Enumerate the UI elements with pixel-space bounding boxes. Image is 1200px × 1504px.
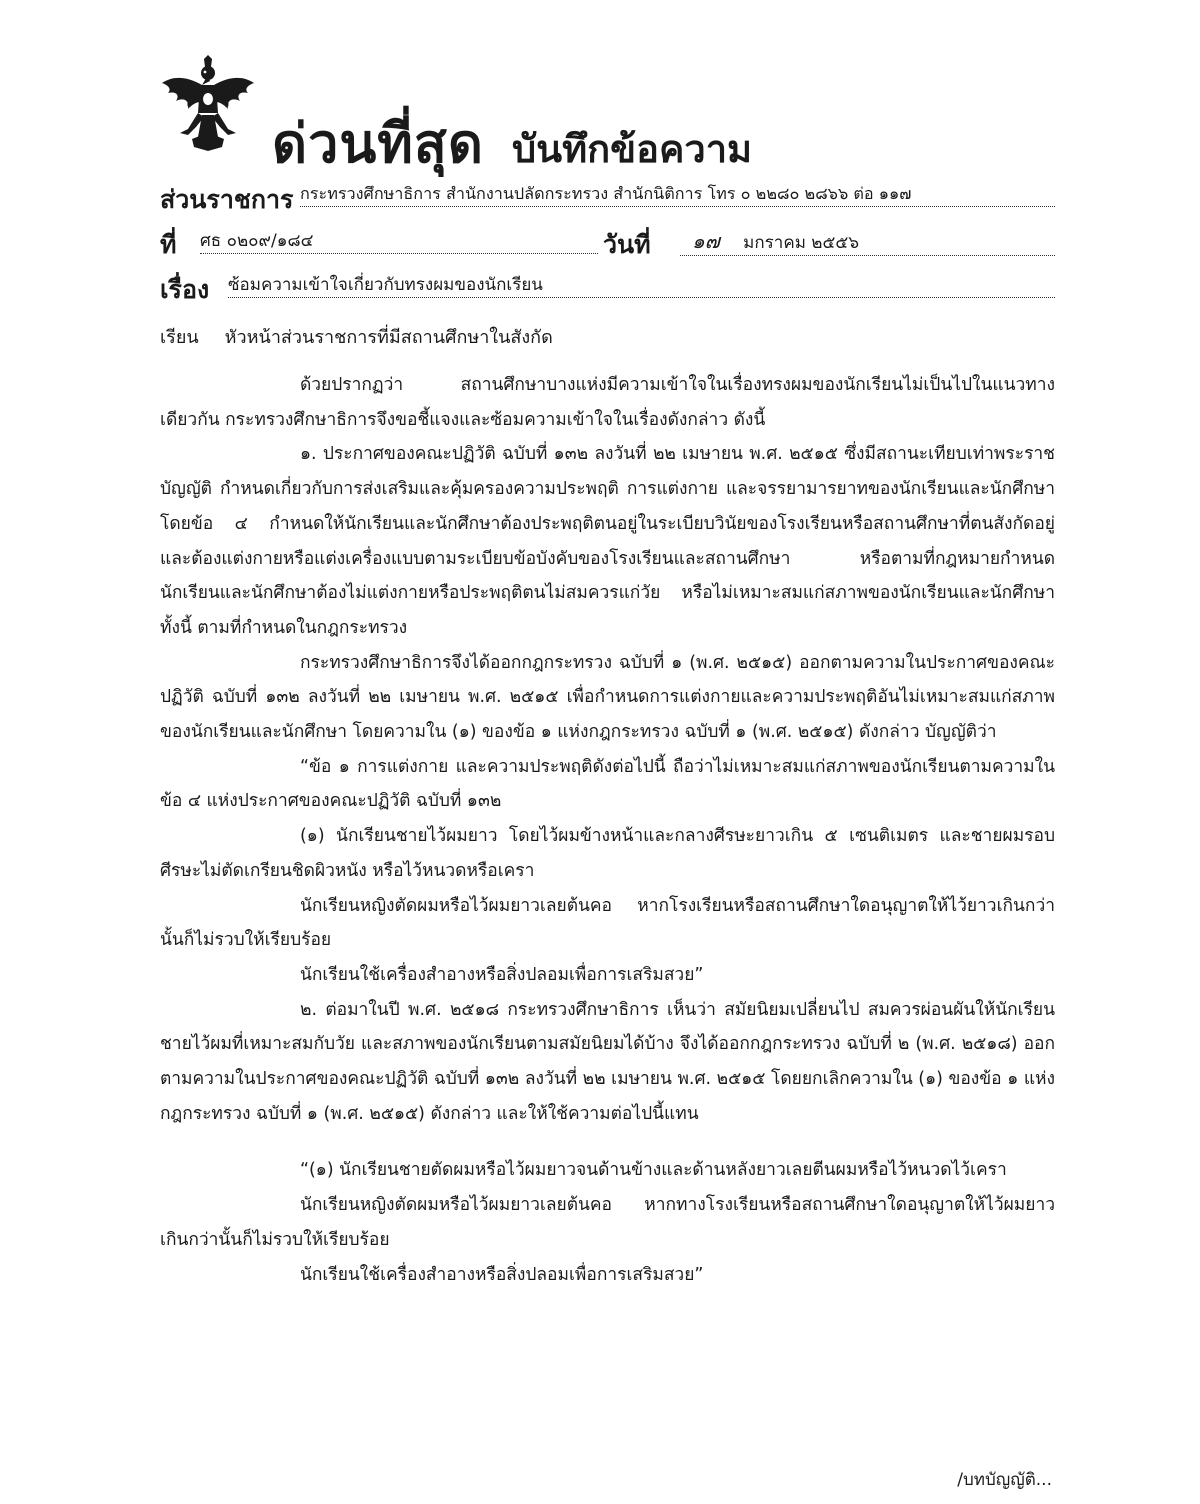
- date-label: วันที่: [603, 230, 651, 259]
- agency-label: ส่วนราชการ: [160, 185, 294, 214]
- date-row: [603, 225, 651, 265]
- salutation: [160, 322, 553, 351]
- quoted-paragraph: “(๑) นักเรียนชายตัดผมหรือไว้ผมยาวจนด้านข้างและด้านหลังยาวเลยตีนผมหรือไว้หนวดไว้เครา: [300, 1160, 1007, 1181]
- quoted-paragraph: นักเรียนใช้เครื่องสำอางหรือสิ่งปลอมเพื่อการเสริมสวย”: [300, 964, 704, 985]
- body-paragraph: กระทรวงศึกษาธิการจึงได้ออกกฎกระทรวง ฉบับที่ ๑ (พ.ศ. ๒๕๑๕) ออกตามความในประกาศของคณะปฏิวัติ ฉบับที่ ๑๓๒ ลงวันที่ ๒๒ เมษายน พ.ศ. ๒๕๑๕ เพื่อกำหนดการแต่งกายและความประพฤติอันไม่เหมาะสมแก่สภาพของนักเรียนและนักศึกษา โดยความใน (๑) ของข้อ ๑ แห่งกฎกระทรวง ฉบับที่ ๑ (พ.ศ. ๒๕๑๕) ดังกล่าว บัญญัติว่า: [160, 652, 1055, 743]
- urgency-heading: ด่วนที่สุด: [272, 112, 484, 175]
- to-label: เรียน: [160, 327, 199, 348]
- memo-title: บันทึกข้อความ: [512, 127, 753, 171]
- quoted-paragraph: นักเรียนหญิงตัดผมหรือไว้ผมยาวเลยต้นคอ หากทางโรงเรียนหรือสถานศึกษาใดอนุญาตให้ไว้ผมยาวเกินกว่านั้นก็ไม่รวบให้เรียบร้อย: [160, 1195, 1055, 1250]
- continued-marker: /บทบัญญัติ...: [957, 1470, 1052, 1490]
- date-value-field: [680, 229, 1055, 256]
- quoted-paragraph: (๑) นักเรียนชายไว้ผมยาว โดยไว้ผมข้างหน้าและกลางศีรษะยาวเกิน ๕ เซนติเมตร และชายผมรอบศีรษะไม่ตัดเกรียนชิดผิวหนัง หรือไว้หนวดหรือเครา: [160, 826, 1055, 881]
- ref-value: ศธ ๐๒๐๙/๑๘๔: [200, 231, 314, 251]
- agency-row: [160, 180, 293, 220]
- subject-label: เรื่อง: [160, 275, 210, 304]
- subject-value: ซ้อมความเข้าใจเกี่ยวกับทรงผมของนักเรียน: [228, 273, 1055, 298]
- ref-value-field: [200, 229, 598, 254]
- quoted-paragraph: “ข้อ ๑ การแต่งกาย และความประพฤติดังต่อไปนี้ ถือว่าไม่เหมาะสมแก่สภาพของนักเรียนตามความในข้อ ๔ แห่งประกาศของคณะปฏิวัติ ฉบับที่ ๑๓๒: [160, 756, 1055, 812]
- body-paragraph: ด้วยปรากฏว่า สถานศึกษาบางแห่งมีความเข้าใจในเรื่องทรงผมของนักเรียนไม่เป็นไปในแนวทางเดียวกัน กระทรวงศึกษาธิการจึงขอชี้แจงและซ้อมความเข้าใจในเรื่องดังกล่าว ดังนี้: [160, 375, 1055, 430]
- ref-label: ที่: [160, 230, 177, 259]
- body-paragraph: ๒. ต่อมาในปี พ.ศ. ๒๕๑๘ กระทรวงศึกษาธิการ เห็นว่า สมัยนิยมเปลี่ยนไป สมควรผ่อนผันให้นักเรียนชายไว้ผมที่เหมาะสมกับวัย และสภาพของนักเรียนตามสมัยนิยมได้บ้าง จึงได้ออกกฎกระทรวง ฉบับที่ ๒ (พ.ศ. ๒๕๑๘) ออกตามความในประกาศของคณะปฏิวัติ ฉบับที่ ๑๓๒ ลงวันที่ ๒๒ เมษายน พ.ศ. ๒๕๑๕ โดยยกเลิกความใน (๑) ของข้อ ๑ แห่งกฎกระทรวง ฉบับที่ ๑ (พ.ศ. ๒๕๑๕) ดังกล่าว และให้ใช้ความต่อไปนี้แทน: [160, 999, 1055, 1124]
- body-paragraph: ๑. ประกาศของคณะปฏิวัติ ฉบับที่ ๑๓๒ ลงวันที่ ๒๒ เมษายน พ.ศ. ๒๕๑๕ ซึ่งมีสถานะเทียบเท่าพระราชบัญญัติ กำหนดเกี่ยวกับการส่งเสริมและคุ้มครองความประพฤติ การแต่งกาย และจรรยามารยาทของนักเรียนและนักศึกษา โดยข้อ ๔ กำหนดให้นักเรียนและนักศึกษาต้องประพฤติตนอยู่ในระเบียบวินัยของโรงเรียนหรือสถานศึกษาที่ตนสังกัดอยู่ และต้องแต่งกายหรือแต่งเครื่องแบบตามระเบียบข้อบังคับของโรงเรียนและสถานศึกษา หรือตามที่กฎหมายกำหนด นักเรียนและนักศึกษาต้องไม่แต่งกายหรือประพฤติตนไม่สมควรแก่วัย หรือไม่เหมาะสมแก่สภาพของนักเรียนและนักศึกษา ทั้งนี้ ตามที่กำหนดในกฎกระทรวง: [160, 444, 1055, 638]
- agency-value: กระทรวงศึกษาธิการ สำนักงานปลัดกระทรวง สำนักนิติการ โทร ๐ ๒๒๘๐ ๒๘๖๖ ต่อ ๑๑๗: [300, 182, 1055, 207]
- memo-body: [160, 368, 1055, 1292]
- date-day: ๑๗: [692, 229, 720, 253]
- garuda-emblem-icon: [158, 55, 258, 155]
- ref-row: [160, 225, 176, 265]
- quoted-paragraph: นักเรียนใช้เครื่องสำอางหรือสิ่งปลอมเพื่อการเสริมสวย”: [300, 1264, 704, 1285]
- quoted-paragraph: นักเรียนหญิงตัดผมหรือไว้ผมยาวเลยต้นคอ หากโรงเรียนหรือสถานศึกษาใดอนุญาตให้ไว้ยาวเกินกว่านั้นก็ไม่รวบให้เรียบร้อย: [160, 895, 1055, 951]
- subject-row: [160, 270, 209, 310]
- to-value: หัวหน้าส่วนราชการที่มีสถานศึกษาในสังกัด: [224, 327, 553, 348]
- date-month-year: มกราคม ๒๕๕๖: [743, 233, 860, 253]
